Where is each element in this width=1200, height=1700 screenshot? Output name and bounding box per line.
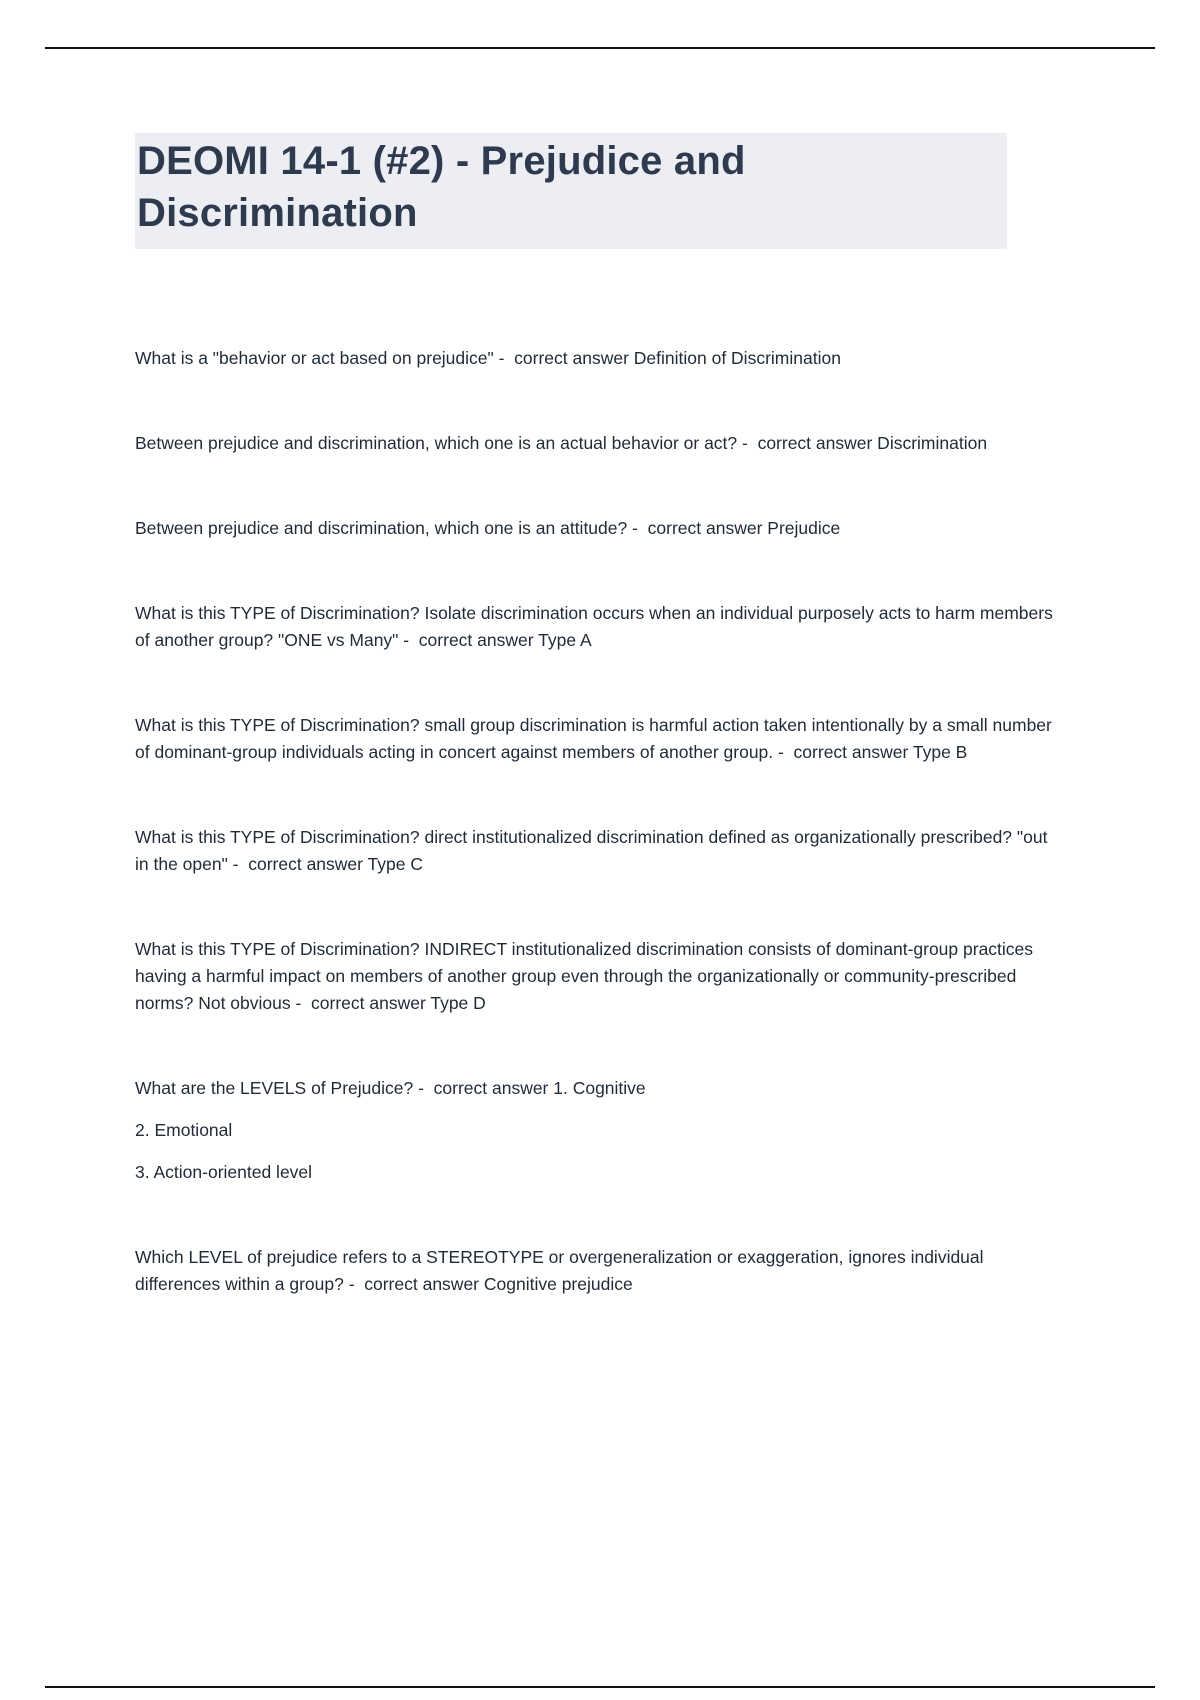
qa-paragraph: 2. Emotional	[135, 1120, 233, 1140]
qa-paragraph: What is this TYPE of Discrimination? INDIRECT institutionalized discrimination consists of dominant-group practices having a harmful impact on members of another group even through the organizationally or community-prescribed norms? Not obvious - correct answer Type D	[135, 939, 1038, 1013]
page-title: DEOMI 14-1 (#2) - Prejudice and Discrimination	[135, 133, 1007, 249]
qa-paragraph: 3. Action-oriented level	[135, 1162, 313, 1182]
qa-paragraph: What is this TYPE of Discrimination? Isolate discrimination occurs when an individual purposely acts to harm members of another group? "ONE vs Many" - correct answer Type A	[135, 603, 1058, 650]
qa-paragraph: Between prejudice and discrimination, which one is an actual behavior or act? - correct answer Discrimination	[135, 433, 988, 453]
qa-paragraph: What is this TYPE of Discrimination? direct institutionalized discrimination defined as organizationally prescribed? "out in the open" - correct answer Type C	[135, 827, 1053, 874]
qa-paragraph: What is a "behavior or act based on prejudice" - correct answer Definition of Discrimination	[135, 348, 841, 368]
bottom-border-line	[45, 1686, 1155, 1688]
qa-paragraph: What is this TYPE of Discrimination? small group discrimination is harmful action taken intentionally by a small number of dominant-group individuals acting in concert against members of another group. - correct answer Type B	[135, 715, 1057, 762]
document-content	[135, 133, 1065, 1298]
top-border-line	[45, 47, 1155, 49]
qa-paragraph: Between prejudice and discrimination, which one is an attitude? - correct answer Prejudice	[135, 518, 841, 538]
qa-paragraph: Which LEVEL of prejudice refers to a STEREOTYPE or overgeneralization or exaggeration, ignores individual differences within a group? - correct answer Cognitive prejudice	[135, 1247, 989, 1294]
qa-list	[135, 345, 1065, 1298]
qa-paragraph: What are the LEVELS of Prejudice? - correct answer 1. Cognitive	[135, 1078, 646, 1098]
